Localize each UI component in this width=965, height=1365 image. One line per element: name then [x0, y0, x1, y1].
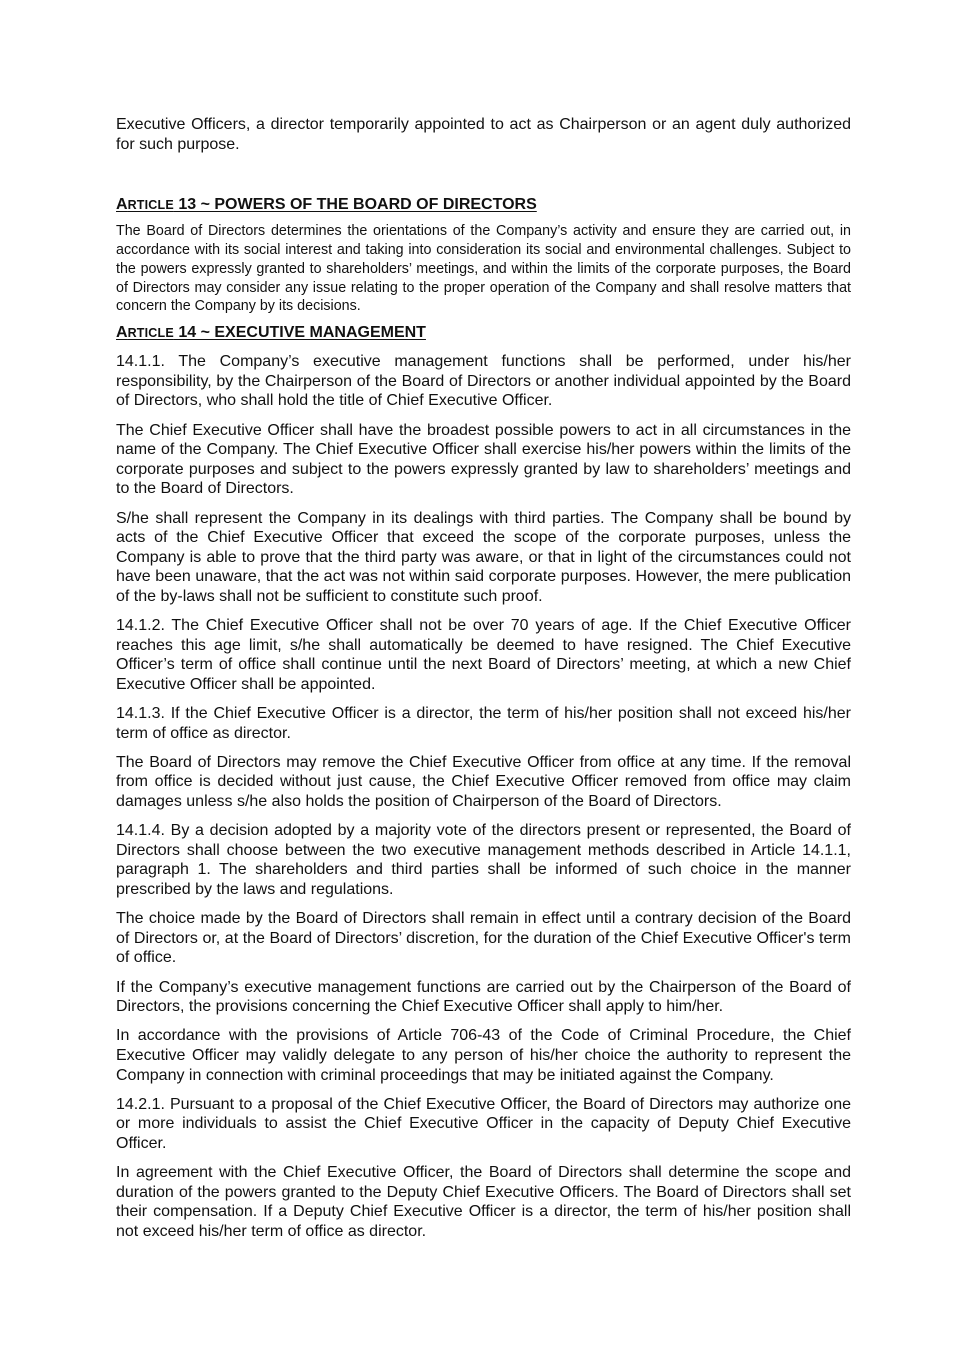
article-14-paragraph: S/he shall represent the Company in its dealings with third parties. The Company shall be bound by acts of the Chief Executive Officer that exceed the scope of the corporate purposes, unless the Company is able to prove that the third party was aware, or that in light of the circumstances could not have been unaware, that the act was not within said corporate purposes. However, the mere publication of the by-laws shall not be sufficient to constitute such proof.: [116, 509, 851, 605]
article-14-paragraph: 14.1.3. If the Chief Executive Officer is a director, the term of his/her position shall not exceed his/her term of office as director.: [116, 705, 851, 742]
article-14-paragraph: 14.2.1. Pursuant to a proposal of the Chief Executive Officer, the Board of Directors may authorize one or more individuals to assist the Chief Executive Officer in the capacity of Deputy Chief Executive Officer.: [116, 1095, 851, 1152]
article-14-paragraph: 14.1.4. By a decision adopted by a majority vote of the directors present or represented, the Board of Directors shall choose between the two executive management methods described in Article 14.1.1, paragraph 1. The shareholders and third parties shall be informed of such choice in the manner prescribed by the laws and regulations.: [116, 822, 851, 898]
article-14-heading: ARTICLE 14 ~ EXECUTIVE MANAGEMENT: [116, 324, 426, 342]
article-14-paragraph: The Board of Directors may remove the Chief Executive Officer from office at any time. If the removal from office is decided without just cause, the Chief Executive Officer removed from office may claim damages unless s/he also holds the position of Chairperson of the Board of Directors.: [116, 753, 851, 811]
article-14-paragraph: The Chief Executive Officer shall have the broadest possible powers to act in all circumstances in the name of the Company. The Chief Executive Officer shall exercise his/her powers within the limits of the corporate purposes and subject to the powers expressly granted by law to shareholders’ meetings and to the Board of Directors.: [116, 421, 851, 498]
article-14-paragraph: In accordance with the provisions of Article 706-43 of the Code of Criminal Procedure, the Chief Executive Officer may validly delegate to any person of his/her choice the authority to represent the Company in connection with criminal proceedings that may be initiated against the Company.: [116, 1027, 851, 1084]
page-content: [116, 115, 851, 1241]
continuation-paragraph: Executive Officers, a director temporarily appointed to act as Chairperson or an agent duly authorized for such purpose.: [116, 116, 851, 153]
article-14-paragraph: The choice made by the Board of Directors shall remain in effect until a contrary decision of the Board of Directors or, at the Board of Directors’ discretion, for the duration of the Chief Executive Officer's term of office.: [116, 910, 851, 967]
article-14-paragraph: In agreement with the Chief Executive Officer, the Board of Directors shall determine the scope and duration of the powers granted to the Deputy Chief Executive Officers. The Board of Directors shall set their compensation. If a Deputy Chief Executive Officer is a director, the term of his/her position shall not exceed his/her term of office as director.: [116, 1164, 851, 1240]
article-14-paragraph: 14.1.2. The Chief Executive Officer shall not be over 70 years of age. If the Chief Executive Officer reaches this age limit, s/he shall automatically be deemed to have resigned. The Chief Executive Officer’s term of office shall continue until the next Board of Directors’ meeting, at which a new Chief Executive Officer shall be appointed.: [116, 617, 851, 693]
article-13-heading: ARTICLE 13 ~ POWERS OF THE BOARD OF DIRECTORS: [116, 196, 537, 214]
article-14-paragraph: 14.1.1. The Company’s executive management functions shall be performed, under his/her responsibility, by the Chairperson of the Board of Directors or another individual appointed by the Board of Directors, who shall hold the title of Chief Executive Officer.: [116, 353, 851, 410]
article-14-paragraph: If the Company’s executive management functions are carried out by the Chairperson of the Board of Directors, the provisions concerning the Chief Executive Officer shall apply to him/her.: [116, 978, 851, 1016]
article-13-body: The Board of Directors determines the orientations of the Company’s activity and ensure they are carried out, in accordance with its social interest and taking into consideration its social and environmental challenges. Subject to the powers expressly granted to shareholders’ meetings, and within the limits of the corporate purposes, the Board of Directors may consider any issue relating to the proper operation of the Company and shall resolve matters that concern the Company by its decisions.: [116, 223, 851, 315]
